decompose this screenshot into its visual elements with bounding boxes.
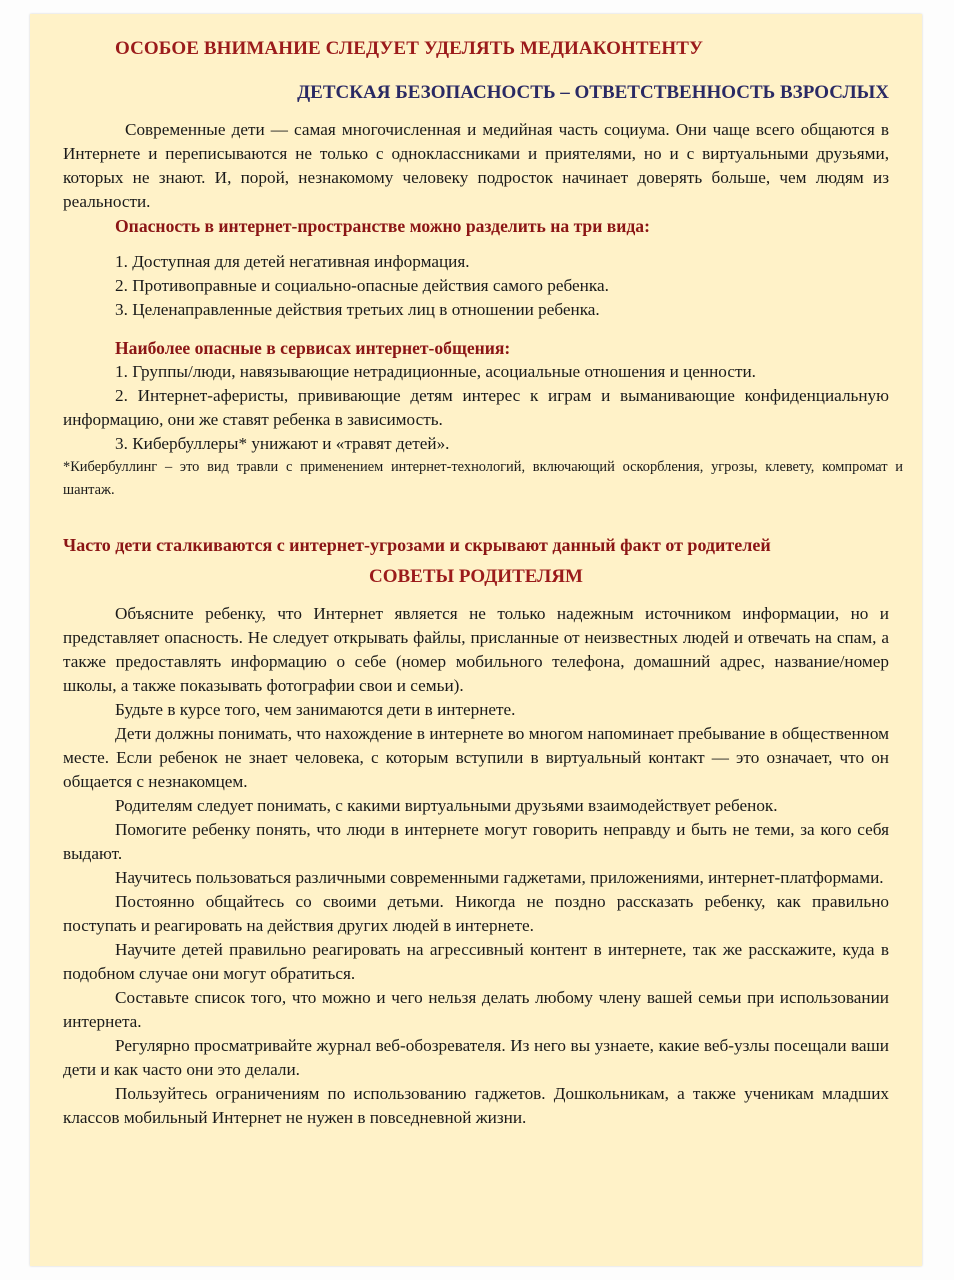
danger-list	[63, 250, 889, 322]
heading-threats: Часто дети сталкиваются с интернет-угрозами и скрывают данный факт от родителей	[63, 535, 771, 555]
heading-advice: СОВЕТЫ РОДИТЕЛЯМ	[368, 566, 583, 587]
advice-paragraph: Пользуйтесь ограничениям по использованию гаджетов. Дошкольникам, а также ученикам младших классов мобильный Интернет не нужен в повседневной жизни.	[63, 1084, 889, 1127]
advice-paragraph: Постоянно общайтесь со своими детьми. Никогда не поздно рассказать ребенку, как правильно поступать и реагировать на действия других людей в интернете.	[63, 892, 889, 935]
advice-paragraph: Научите детей правильно реагировать на агрессивный контент в интернете, так же расскажите, куда в подобном случае они могут обратиться.	[63, 940, 889, 983]
advice-paragraph: Объясните ребенку, что Интернет является не только надежным источником информации, но и представляет опасность. Не следует открывать файлы, присланные от неизвестных людей и отвечать на спам, а также предоставлять информацию о себе (номер мобильного телефона, домашний адрес, название/номер школы, а также показывать фотографии свои и семьи).	[63, 604, 889, 695]
document-content	[63, 36, 903, 1130]
list-item: 3. Кибербуллеры* унижают и «травят детей».	[115, 434, 450, 453]
advice-list	[63, 602, 889, 1130]
advice-paragraph: Составьте список того, что можно и чего нельзя делать любому члену вашей семьи при использовании интернета.	[63, 988, 889, 1031]
list-item: 2. Интернет-аферисты, прививающие детям интерес к играм и выманивающие конфиденциальную информацию, они же ставят ребенка в зависимость.	[63, 386, 889, 429]
list-item: 3. Целенаправленные действия третьих лиц в отношении ребенка.	[115, 300, 600, 319]
services-heading: Наиболее опасные в сервисах интернет-общения:	[115, 338, 511, 358]
list-item: 1. Доступная для детей негативная информация.	[115, 252, 470, 271]
advice-paragraph: Регулярно просматривайте журнал веб-обозревателя. Из него вы узнаете, какие веб-узлы посещали ваши дети и как часто они это делали.	[63, 1036, 889, 1079]
advice-paragraph: Родителям следует понимать, с какими виртуальными друзьями взаимодействует ребенок.	[115, 796, 778, 815]
list-item: 1. Группы/люди, навязывающие нетрадиционные, асоциальные отношения и ценности.	[115, 362, 756, 381]
danger-heading: Опасность в интернет-пространстве можно разделить на три вида:	[115, 216, 650, 236]
advice-paragraph: Будьте в курсе того, чем занимаются дети в интернете.	[115, 700, 516, 719]
heading-child-safety: ДЕТСКАЯ БЕЗОПАСНОСТЬ – ОТВЕТСТВЕННОСТЬ ВЗРОСЛЫХ	[297, 82, 889, 103]
services-list	[63, 360, 889, 456]
heading-media-content: ОСОБОЕ ВНИМАНИЕ СЛЕДУЕТ УДЕЛЯТЬ МЕДИАКОНТЕНТУ	[115, 38, 704, 59]
document-page	[30, 14, 922, 1266]
intro-paragraph: Современные дети — самая многочисленная и медийная часть социума. Они чаще всего общаются в Интернете и переписываются не только с одноклассниками и приятелями, но и с виртуальными друзьями, которых не знают. И, порой, незнакомому человеку подросток начинает доверять больше, чем людям из реальности.	[63, 120, 889, 211]
list-item: 2. Противоправные и социально-опасные действия самого ребенка.	[115, 276, 609, 295]
advice-paragraph: Научитесь пользоваться различными современными гаджетами, приложениями, интернет-платформами.	[115, 868, 884, 887]
advice-paragraph: Помогите ребенку понять, что люди в интернете могут говорить неправду и быть не теми, за кого себя выдают.	[63, 820, 889, 863]
footnote: *Кибербуллинг – это вид травли с применением интернет-технологий, включающий оскорбления, угрозы, клевету, компромат и шантаж.	[63, 459, 903, 498]
advice-paragraph: Дети должны понимать, что нахождение в интернете во многом напоминает пребывание в общественном месте. Если ребенок не знает человека, с которым вступили в виртуальный контакт — это означает, что он общается с незнакомцем.	[63, 724, 889, 791]
